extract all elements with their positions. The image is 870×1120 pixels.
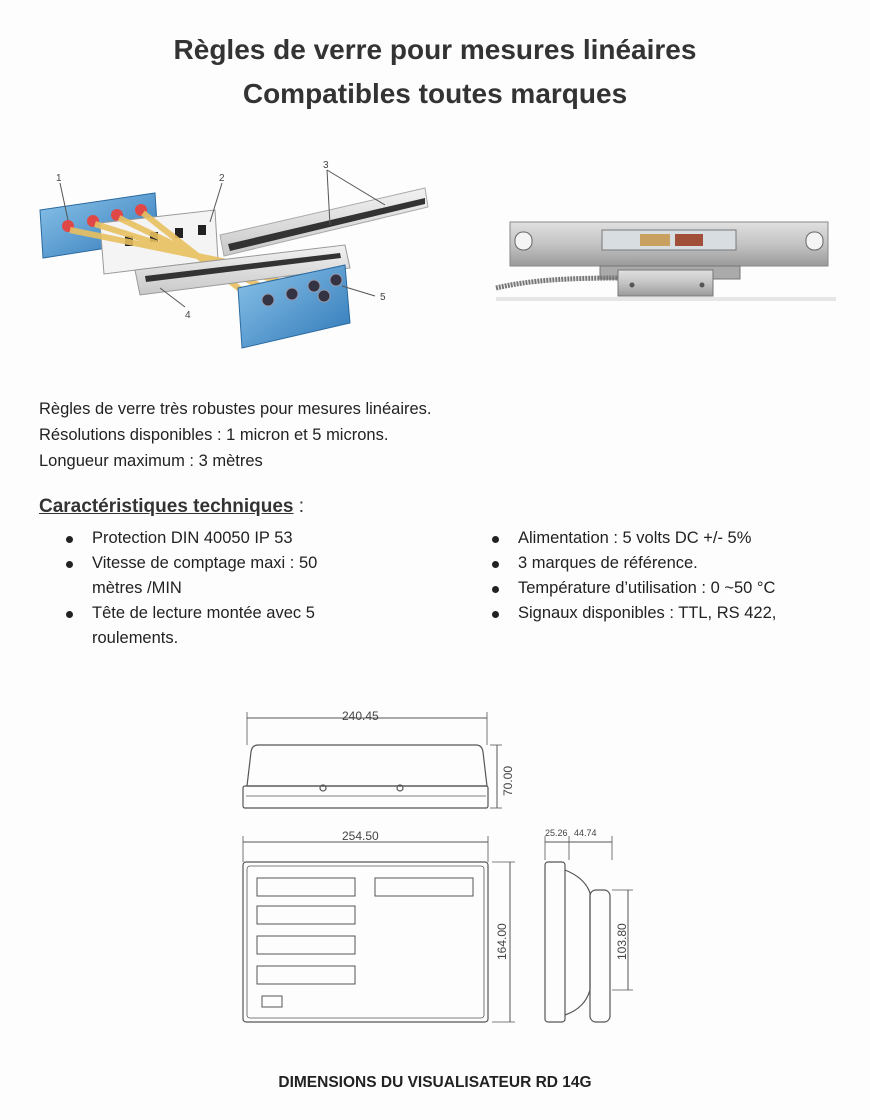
sensor-3 (308, 280, 320, 292)
spec-item: Signaux disponibles : TTL, RS 422, (465, 601, 845, 626)
dim-top-height: 70.00 (501, 765, 515, 796)
label-5: 5 (380, 292, 386, 303)
sensor-2 (286, 288, 298, 300)
figure-caption: DIMENSIONS DU VISUALISATEUR RD 14G (278, 1074, 592, 1091)
dim-front-height: 164.00 (495, 923, 509, 960)
dim-side-height: 103.80 (615, 923, 629, 960)
page-title-line2: Compatibles toutes marques (242, 78, 628, 109)
dim-side-w2: 44.74 (574, 828, 597, 838)
specs-heading-text: Caractéristiques techniques (39, 496, 294, 517)
scale-track (228, 198, 425, 251)
label-3: 3 (323, 160, 329, 171)
page-title-line1: Règles de verre pour mesures linéaires (173, 34, 697, 65)
intro-line: Règles de verre très robustes pour mesures linéaires. (39, 400, 432, 418)
intro-line: Résolutions disponibles : 1 micron et 5 microns. (39, 426, 389, 444)
label-2: 2 (219, 173, 225, 184)
scale-window-part (675, 234, 703, 246)
intro-text (39, 396, 432, 474)
specs-list-left (39, 526, 369, 651)
spec-item: 3 marques de référence. (465, 551, 845, 576)
spec-item: Vitesse de comptage maxi : 50 mètres /MIN (39, 551, 369, 601)
glass-scale-product-photo (496, 222, 836, 301)
intro-line: Longueur maximum : 3 mètres (39, 452, 263, 470)
encoder-exploded-diagram (40, 160, 428, 348)
sensor-5 (330, 274, 342, 286)
spec-item: Protection DIN 40050 IP 53 (39, 526, 369, 551)
label-4: 4 (185, 310, 191, 321)
reticle-slot (198, 225, 206, 235)
mounting-hole-left (515, 232, 532, 250)
scale-window-part (640, 234, 670, 246)
label-1: 1 (56, 173, 62, 184)
dim-top-width: 240.45 (342, 709, 379, 723)
spec-item: Alimentation : 5 volts DC +/- 5% (465, 526, 845, 551)
mounting-hole-right (806, 232, 823, 250)
sensor-1 (262, 294, 274, 306)
specs-heading (39, 496, 304, 518)
front-view-drawing (243, 836, 515, 1022)
specs-list-right (465, 526, 845, 626)
sensor-4 (318, 290, 330, 302)
specs-heading-colon: : (293, 496, 305, 517)
dim-front-width: 254.50 (342, 829, 379, 843)
spec-item: Tête de lecture montée avec 5 roulements. (39, 601, 369, 651)
dim-side-w1: 25.26 (545, 828, 568, 838)
spec-item: Température d’utilisation : 0 ~50 °C (465, 576, 845, 601)
top-view-drawing (243, 712, 502, 808)
